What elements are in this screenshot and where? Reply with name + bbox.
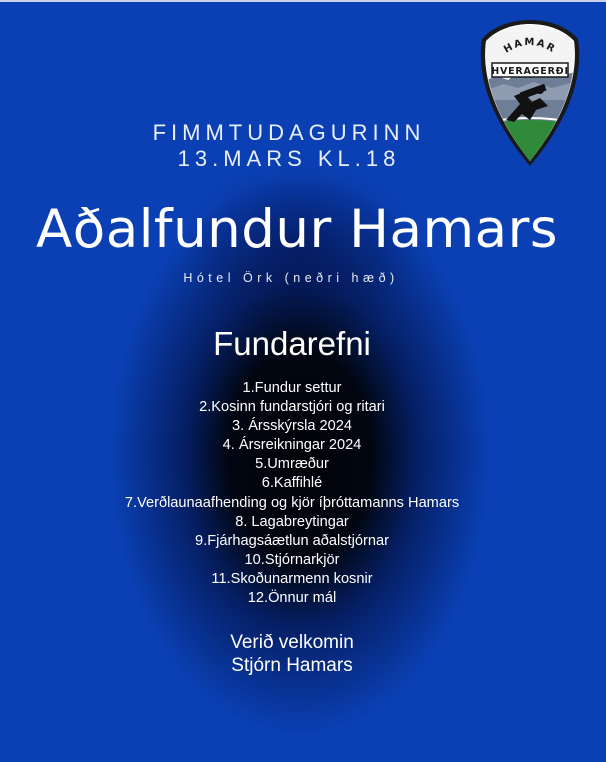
agenda-item: 10.Stjórnarkjör [244, 551, 340, 568]
svg-text:HVERAGERÐI: HVERAGERÐI [491, 66, 569, 77]
agenda-item: 6.Kaffihlé [261, 475, 323, 492]
agenda-item: 3. Ársskýrsla 2024 [231, 418, 353, 435]
top-border [0, 0, 606, 2]
agenda-item: 9.Fjárhagsáætlun aðalstjórnar [195, 532, 389, 549]
agenda-item: 7.Verðlaunaafhending og kjör íþróttamanns Hamars [124, 494, 460, 511]
page-title: Aðalfundur Hamars [36, 199, 558, 260]
svg-text:HAMAR: HAMAR [502, 36, 559, 56]
agenda-heading: Fundarefni [213, 325, 371, 362]
event-time: 13.MARS KL.18 [177, 146, 401, 171]
footer-greeting [0, 631, 584, 677]
agenda-item: 4. Ársreikningar 2024 [222, 437, 362, 454]
agenda-list [0, 379, 584, 608]
hamar-club-crest-icon [478, 18, 582, 168]
agenda-item: 5.Umræður [255, 456, 329, 473]
welcome-text: Verið velkomin [230, 632, 354, 653]
agenda-item: 11.Skoðunarmenn kosnir [211, 570, 373, 587]
agenda-item: 8. Lagabreytingar [235, 513, 349, 530]
agenda-item: 1.Fundur settur [242, 380, 342, 396]
agenda-item: 2.Kosinn fundarstjóri og ritari [199, 399, 385, 416]
event-venue: Hótel Örk (neðri hæð) [183, 271, 399, 285]
agenda-item: 12.Önnur mál [247, 590, 337, 607]
event-day: FIMMTUDAGURINN [152, 120, 426, 145]
signature-text: Stjórn Hamars [231, 655, 353, 676]
